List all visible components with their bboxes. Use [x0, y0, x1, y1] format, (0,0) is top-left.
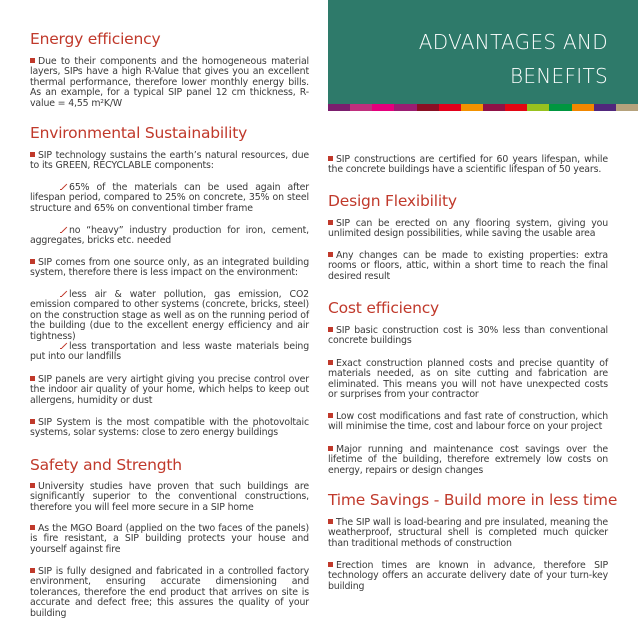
bullet-square-icon: [328, 156, 333, 161]
environmental-heading: Environmental Sustainability: [30, 124, 248, 142]
env-paragraph-4: SIP System is the most compatible with the photovoltaic systems, solar systems: close to zero energy buildings: [30, 417, 309, 439]
strip-segment: [372, 104, 394, 111]
time-paragraph-2: Erection times are known in advance, therefore SIP technology offers an accurate delivery date of your turn-key building: [328, 560, 608, 592]
design-paragraph-1: SIP can be erected on any flooring system, giving you unlimited design possibilities, while saving the usable area: [328, 218, 608, 240]
bullet-square-icon: [328, 220, 333, 225]
env-paragraph-2: SIP comes from one source only, as an integrated building system, therefore there is less impact on the environment:: [30, 257, 309, 279]
strip-segment: [417, 104, 439, 111]
strip-segment: [527, 104, 549, 111]
strip-segment: [350, 104, 372, 111]
strip-segment: [616, 104, 638, 111]
banner-title-line1: ADVANTAGES AND: [418, 30, 608, 54]
strip-segment: [439, 104, 461, 111]
bullet-square-icon: [328, 252, 333, 257]
banner-title-line2: BENEFITS: [509, 64, 608, 88]
pen-bullet-icon: [60, 290, 67, 297]
cost-paragraph-2: Exact construction planned costs and precise quantity of materials needed, as on site cutting and fabrication are eliminated. This means you will not have unexpected costs or surprises from your contractor: [328, 358, 608, 401]
energy-paragraph: Due to their components and the homogeneous material layers, SIPs have a high R-Value that gives you an excellent thermal performance, therefore lower monthly energy bills. As an example, for a typical SIP panel 12 cm thickness, R-value = 4,55 m²K/W: [30, 56, 309, 109]
cost-efficiency-heading: Cost efficiency: [328, 299, 440, 317]
color-strip: [328, 104, 638, 111]
lifespan-paragraph: SIP constructions are certified for 60 years lifespan, while the concrete buildings have a scientific lifespan of 50 years.: [328, 154, 608, 176]
pen-bullet-icon: [60, 183, 67, 190]
strip-segment: [572, 104, 594, 111]
env-sub-3: less air & water pollution, gas emission, CO2 emission compared to other systems (concrete, bricks, steel) on the construction stage as well as on the running period of the building (due to the excellent energy efficiency and air tightness): [30, 289, 309, 342]
bullet-square-icon: [328, 327, 333, 332]
time-paragraph-1: The SIP wall is load-bearing and pre insulated, meaning the weatherproof, structural shell is completed much quicker than traditional methods of construction: [328, 517, 608, 549]
bullet-square-icon: [328, 519, 333, 524]
strip-segment: [483, 104, 505, 111]
bullet-square-icon: [30, 259, 35, 264]
bullet-square-icon: [328, 360, 333, 365]
strip-segment: [461, 104, 483, 111]
design-flexibility-heading: Design Flexibility: [328, 192, 457, 210]
time-savings-heading: Time Savings - Build more in less time: [328, 491, 618, 509]
safety-paragraph-1: University studies have proven that such buildings are significantly superior to the conventional constructions, therefore you will feel more secure in a SIP home: [30, 481, 309, 513]
env-paragraph-3: SIP panels are very airtight giving you precise control over the indoor air quality of your home, which helps to keep out allergens, humidity or dust: [30, 374, 309, 406]
env-sub-2: no “heavy” industry production for iron, cement, aggregates, bricks etc. needed: [30, 225, 309, 247]
design-paragraph-2: Any changes can be made to existing properties: extra rooms or floors, attic, within a short time to reach the final desired result: [328, 250, 608, 282]
cost-paragraph-1: SIP basic construction cost is 30% less than conventional concrete buildings: [328, 325, 608, 347]
strip-segment: [328, 104, 350, 111]
energy-efficiency-heading: Energy efficiency: [30, 30, 161, 48]
bullet-square-icon: [30, 568, 35, 573]
bullet-square-icon: [30, 483, 35, 488]
cost-paragraph-4: Major running and maintenance cost savings over the lifetime of the building, therefore extremely low costs on energy, repairs or design changes: [328, 444, 608, 476]
strip-segment: [594, 104, 616, 111]
safety-heading: Safety and Strength: [30, 456, 182, 474]
bullet-square-icon: [30, 58, 35, 63]
bullet-square-icon: [30, 152, 35, 157]
pen-bullet-icon: [60, 342, 67, 349]
bullet-square-icon: [30, 376, 35, 381]
strip-segment: [549, 104, 571, 111]
safety-paragraph-3: SIP is fully designed and fabricated in a controlled factory environment, ensuring accurate dimensioning and tolerances, therefore the end product that arrives on site is accurate and defect free; this assures the quality of your building: [30, 566, 309, 619]
env-sub-4: less transportation and less waste materials being put into our landfills: [30, 341, 309, 363]
strip-segment: [505, 104, 527, 111]
header-banner: [328, 0, 638, 104]
bullet-square-icon: [30, 525, 35, 530]
cost-paragraph-3: Low cost modifications and fast rate of construction, which will minimise the time, cost and labour force on your project: [328, 411, 608, 433]
bullet-square-icon: [328, 413, 333, 418]
bullet-square-icon: [328, 446, 333, 451]
strip-segment: [394, 104, 416, 111]
bullet-square-icon: [30, 419, 35, 424]
env-paragraph-1: SIP technology sustains the earth’s natural resources, due to its GREEN, RECYCLABLE components:: [30, 150, 309, 172]
env-sub-1: 65% of the materials can be used again after lifespan period, compared to 25% on concrete, 35% on steel structure and 65% on conventional timber frame: [30, 182, 309, 214]
safety-paragraph-2: As the MGO Board (applied on the two faces of the panels) is fire resistant, a SIP building protects your house and yourself against fire: [30, 523, 309, 555]
pen-bullet-icon: [60, 226, 67, 233]
bullet-square-icon: [328, 562, 333, 567]
